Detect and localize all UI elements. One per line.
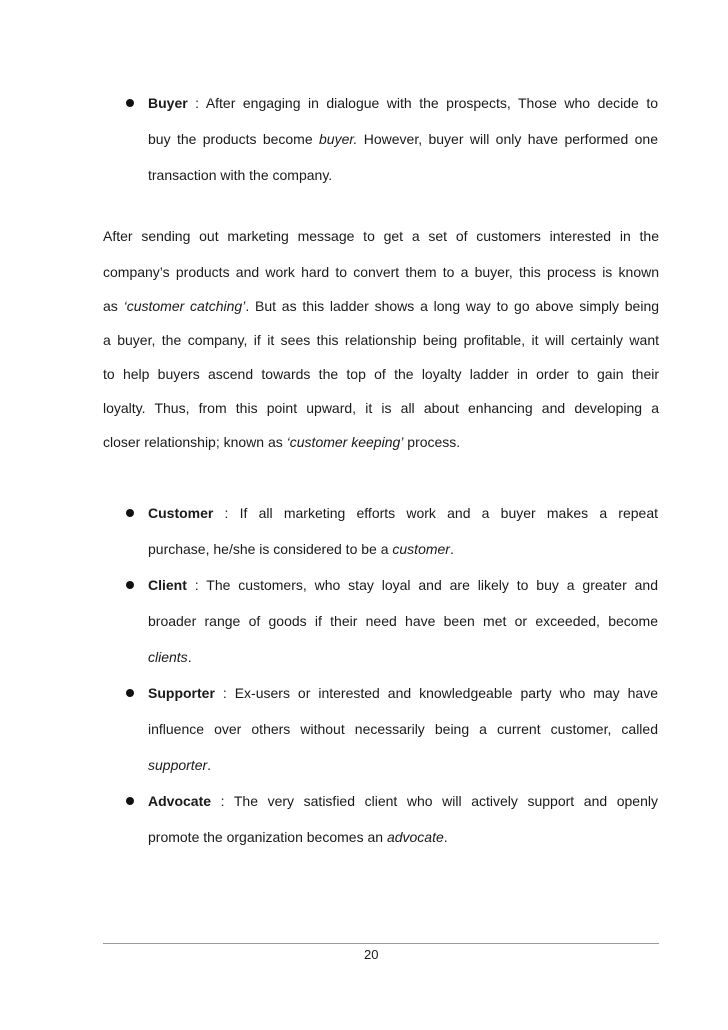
bullet-line: buy the products become buyer. However, buyer will only have performed one [148,131,658,147]
paragraph-line: loyalty. Thus, from this point upward, it is all about enhancing and developing a [103,400,659,416]
italic-text: supporter [148,757,208,773]
bullet-term: Client [148,577,187,593]
italic-text: advocate [386,829,444,845]
page-number: 20 [364,947,379,962]
italic-text: ‘customer catching’ [123,298,246,314]
paragraph-line: to help buyers ascend towards the top of the loyalty ladder in order to gain their [103,366,659,382]
italic-text: clients [148,649,188,665]
bullet-line: supporter. [148,757,212,773]
bullet-line: Client : The customers, who stay loyal and are likely to buy a greater and [148,577,658,593]
bullet-icon [126,581,134,589]
italic-text: buyer. [319,131,358,147]
footer-rule [103,943,659,944]
bullet-line: purchase, he/she is considered to be a customer. [148,541,454,557]
bullet-line: Customer : If all marketing efforts work and a buyer makes a repeat [148,505,658,521]
bullet-icon [126,689,134,697]
bullet-term: Advocate [148,793,212,809]
bullet-icon [126,99,134,107]
bullet-line: Advocate : The very satisfied client who will actively support and openly [148,793,658,809]
paragraph-line: closer relationship; known as ‘customer keeping’ process. [103,434,461,450]
paragraph-line: company’s products and work hard to convert them to a buyer, this process is known [103,264,659,280]
bullet-line: clients. [148,649,192,665]
paragraph-line: a buyer, the company, if it sees this relationship being profitable, it will certainly want [103,332,659,348]
bullet-icon [126,797,134,805]
paragraph-line: as ‘customer catching’. But as this ladder shows a long way to go above simply being [103,298,660,314]
bullet-line: promote the organization becomes an advocate. [148,829,448,845]
bullet-line: Buyer : After engaging in dialogue with the prospects, Those who decide to [148,95,659,111]
bullet-line: Supporter : Ex-users or interested and knowledgeable party who may have [148,685,658,701]
paragraph-line: After sending out marketing message to get a set of customers interested in the [103,228,659,244]
bullet-line: influence over others without necessarily being a current customer, called [148,721,658,737]
bullet-icon [126,509,134,517]
italic-text: customer [392,541,450,557]
bullet-term: Customer [148,505,214,521]
bullet-term: Buyer [148,95,188,111]
italic-text: ‘customer keeping’ [286,434,404,450]
bullet-line: broader range of goods if their need have been met or exceeded, become [148,613,658,629]
bullet-term: Supporter [148,685,215,701]
bullet-line: transaction with the company. [148,167,333,183]
